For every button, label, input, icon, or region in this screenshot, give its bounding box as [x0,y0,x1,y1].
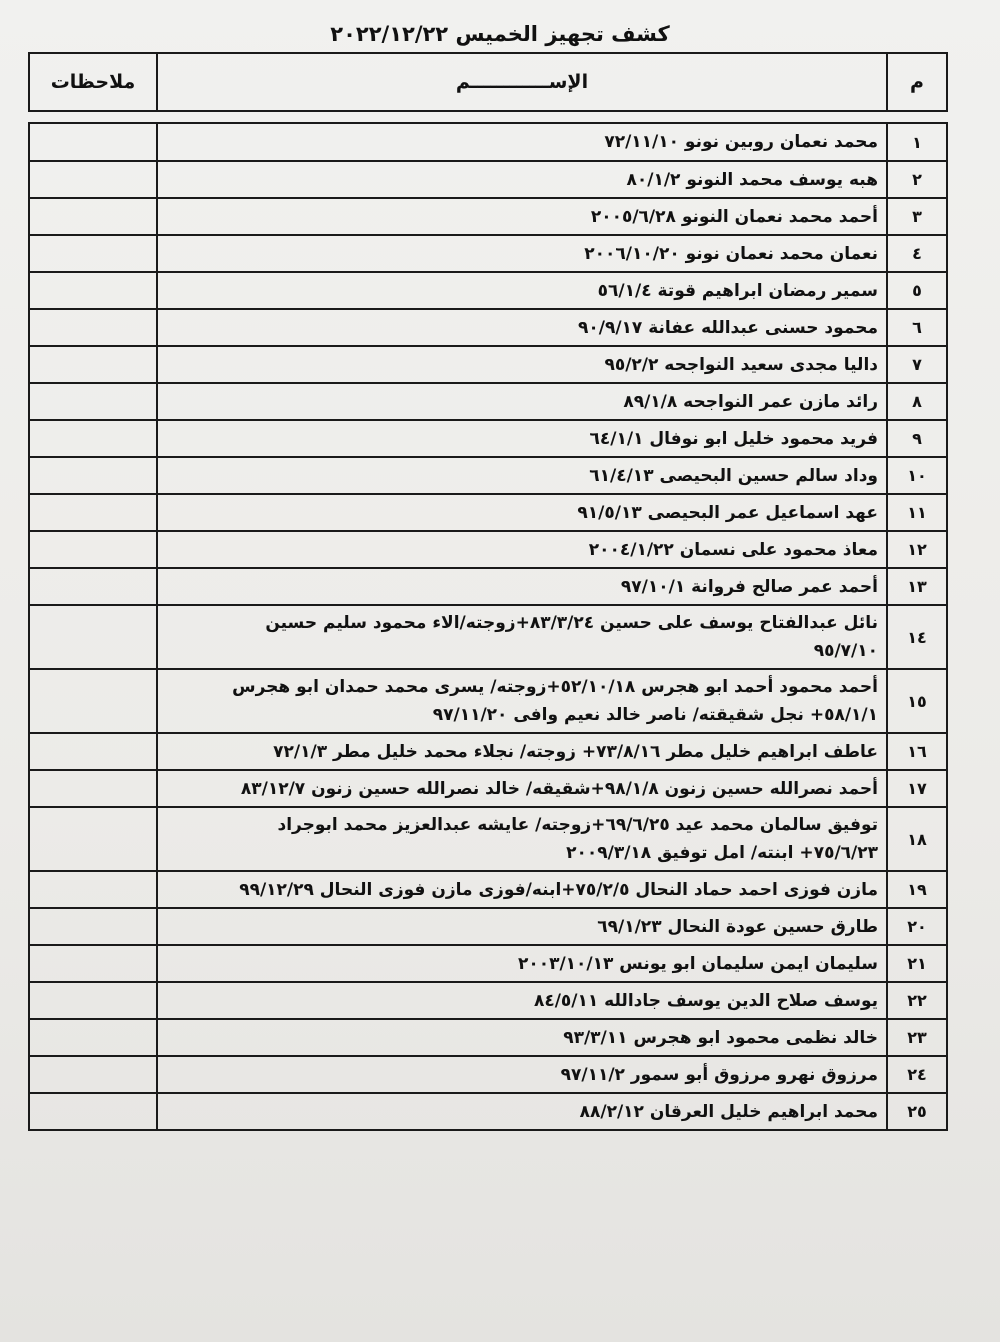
name-line: رائد مازن عمر النواجحه ٨٩/١/٨ [623,391,878,412]
row-notes [29,1019,157,1056]
table-row [29,908,947,945]
row-number: ١٢ [887,531,947,568]
row-notes [29,272,157,309]
name-line: أحمد محمد نعمان النونو ٢٠٠٥/٦/٢٨ [590,206,878,227]
row-number: ١٣ [887,568,947,605]
row-number: ١٩ [887,871,947,908]
name-line: توفيق سالمان محمد عيد ٦٩/٦/٢٥+زوجته/ عايشه عبدالعزيز محمد ابوجراد [277,815,878,835]
row-number: ٢ [887,161,947,198]
table-row [29,982,947,1019]
row-name [157,1019,887,1056]
row-notes [29,669,157,733]
row-number: ١٨ [887,807,947,871]
row-notes [29,1093,157,1130]
row-notes [29,309,157,346]
row-notes [29,383,157,420]
row-number: ٢٢ [887,982,947,1019]
table-row [29,1019,947,1056]
row-notes [29,908,157,945]
name-line: مازن فوزى احمد حماد النحال ٧٥/٢/٥+ابنه/فوزى مازن فوزى النحال ٩٩/١٢/٢٩ [239,879,878,900]
name-line: عهد اسماعيل عمر البحيصى ٩١/٥/١٣ [577,502,878,523]
document-title: كشف تجهيز الخميس ٢٠٢٢/١٢/٢٢ [330,22,670,46]
header-notes: ملاحظات [29,53,157,111]
row-notes [29,733,157,770]
row-name [157,494,887,531]
name-line: سمير رمضان ابراهيم قوتة ٥٦/١/٤ [597,280,878,301]
names-table [28,52,948,1131]
header-number: م [887,53,947,111]
row-notes [29,457,157,494]
row-name [157,733,887,770]
name-line: ٧٥/٦/٢٣+ ابنته/ امل توفيق ٢٠٠٩/٣/١٨ [566,843,878,863]
row-number: ٢٣ [887,1019,947,1056]
row-name [157,605,887,669]
row-number: ٩ [887,420,947,457]
table-row [29,420,947,457]
row-name [157,272,887,309]
table-row [29,198,947,235]
row-name [157,420,887,457]
row-notes [29,770,157,807]
table-row [29,123,947,161]
row-number: ٢٥ [887,1093,947,1130]
table-row [29,309,947,346]
row-number: ٧ [887,346,947,383]
table-row [29,383,947,420]
table-row [29,161,947,198]
row-name [157,807,887,871]
table-row [29,807,947,871]
table-row [29,945,947,982]
row-name [157,982,887,1019]
row-name [157,770,887,807]
row-number: ٨ [887,383,947,420]
row-notes [29,568,157,605]
table-row [29,494,947,531]
row-number: ٢٠ [887,908,947,945]
row-notes [29,945,157,982]
row-name [157,1056,887,1093]
name-line: خالد نظمى محمود ابو هجرس ٩٣/٣/١١ [563,1027,878,1048]
name-line: وداد سالم حسين البحيصى ٦١/٤/١٣ [589,465,878,486]
table-row [29,770,947,807]
table-row [29,272,947,309]
table-row [29,605,947,669]
table-row [29,531,947,568]
row-notes [29,807,157,871]
row-name [157,123,887,161]
row-number: ١ [887,123,947,161]
name-line: فريد محمود خليل ابو نوفال ٦٤/١/١ [589,428,878,449]
row-name [157,871,887,908]
row-number: ٢١ [887,945,947,982]
header-gap [29,111,947,123]
table-row [29,733,947,770]
row-name [157,235,887,272]
row-name [157,457,887,494]
name-line: عاطف ابراهيم خليل مطر ٧٣/٨/١٦+ زوجته/ نجلاء محمد خليل مطر ٧٢/١/٣ [273,741,878,762]
row-name [157,568,887,605]
row-number: ١٠ [887,457,947,494]
row-notes [29,531,157,568]
row-number: ١٦ [887,733,947,770]
table-row [29,871,947,908]
name-line: أحمد نصرالله حسين زنون ٩٨/١/٨+شقيقه/ خالد نصرالله حسين زنون ٨٣/١٢/٧ [240,778,878,799]
name-line: نعمان محمد نعمان نونو ٢٠٠٦/١٠/٢٠ [584,243,878,264]
row-name [157,161,887,198]
table-row [29,346,947,383]
row-notes [29,1056,157,1093]
table-row [29,1093,947,1130]
name-line: ٩٥/٧/١٠ [813,641,878,661]
name-line: محمد نعمان روبين نونو ٧٢/١١/١٠ [604,132,878,152]
name-line: ٥٨/١/١+ نجل شقيقته/ ناصر خالد نعيم وافى ٩٧/١١/٢٠ [432,705,878,725]
row-notes [29,494,157,531]
row-name [157,346,887,383]
row-name [157,531,887,568]
name-line: أحمد عمر صالح فروانة ٩٧/١٠/١ [620,576,878,597]
row-number: ٦ [887,309,947,346]
table-body [29,123,947,1130]
name-line: أحمد محمود أحمد ابو هجرس ٥٢/١٠/١٨+زوجته/ يسرى محمد حمدان ابو هجرس [232,677,878,697]
header-name: الإســــــــــــم [157,53,887,111]
row-number: ١٧ [887,770,947,807]
name-line: مرزوق نهرو مرزوق أبو سمور ٩٧/١١/٢ [560,1064,878,1085]
row-number: ٢٤ [887,1056,947,1093]
row-number: ١١ [887,494,947,531]
name-line: يوسف صلاح الدين يوسف جادالله ٨٤/٥/١١ [533,990,878,1011]
row-name [157,945,887,982]
table-row [29,568,947,605]
row-notes [29,198,157,235]
row-number: ١٥ [887,669,947,733]
row-notes [29,982,157,1019]
row-name [157,908,887,945]
table-row [29,457,947,494]
name-line: طارق حسين عودة النحال ٦٩/١/٢٣ [597,916,878,937]
name-line: محمود حسنى عبدالله عفانة ٩٠/٩/١٧ [578,317,878,338]
name-line: داليا مجدى سعيد النواجحه ٩٥/٢/٢ [604,354,878,375]
row-name [157,1093,887,1130]
table-row [29,1056,947,1093]
table-row [29,235,947,272]
row-notes [29,235,157,272]
row-notes [29,605,157,669]
row-number: ٤ [887,235,947,272]
row-number: ٣ [887,198,947,235]
name-line: نائل عبدالفتاح يوسف على حسين ٨٣/٣/٢٤+زوجته/الاء محمود سليم حسين [265,613,878,633]
row-notes [29,346,157,383]
table-header-row [29,53,947,111]
row-notes [29,161,157,198]
row-name [157,309,887,346]
row-name [157,383,887,420]
row-name [157,198,887,235]
table-row [29,669,947,733]
name-line: سليمان ايمن سليمان ابو يونس ٢٠٠٣/١٠/١٣ [517,953,878,974]
name-line: معاذ محمود على نسمان ٢٠٠٤/١/٢٢ [588,539,878,560]
row-notes [29,420,157,457]
row-notes [29,123,157,161]
row-notes [29,871,157,908]
row-name [157,669,887,733]
name-line: محمد ابراهيم خليل العرقان ٨٨/٢/١٢ [579,1101,878,1122]
name-line: هبه يوسف محمد النونو ٨٠/١/٢ [626,169,878,190]
row-number: ١٤ [887,605,947,669]
row-number: ٥ [887,272,947,309]
